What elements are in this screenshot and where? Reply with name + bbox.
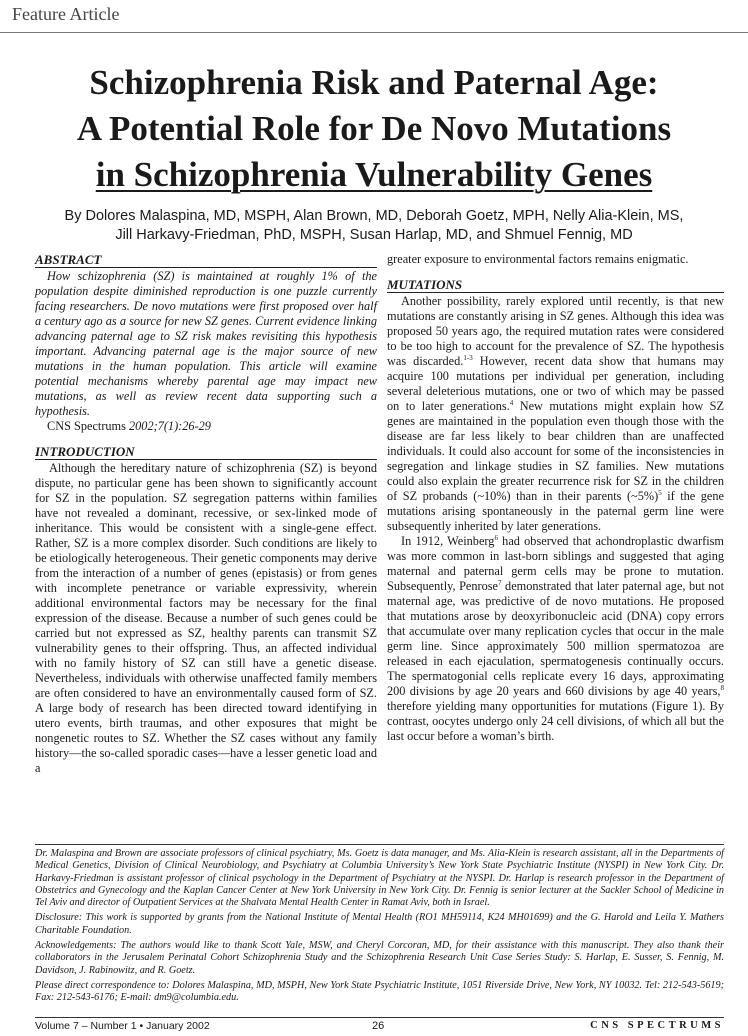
abstract-citation <box>47 419 377 434</box>
title-line-2: A Potential Role for De Novo Mutations <box>76 109 672 148</box>
reference-superscript: 7 <box>498 578 502 587</box>
title-line-1: Schizophrenia Risk and Paternal Age: <box>89 63 659 102</box>
mutations-paragraph-2: In 1912, Weinberg$^6$ had observed that achondroplastic dwarfism was more common in last-born siblings and suggested that aging maternal and paternal germ cells may be prone to mutation. Subsequently, Penrose$^7$ demonstrated that later paternal age, but not maternal age, was predictive of de novo mutations. He proposed that mutations arose by deoxyribonucleic acid (DNA) copy errors that accumulate over many replication cycles that occur in the male germ line. Since approximately 500 million spermatozoa are released in each ejaculation, spermatogenesis continually occurs. The spermatogonial cells replicate every 16 days, approximating 200 divisions by age 20 years and 660 divisions by age 40 years,$^8$ therefore yielding many opportunities for mutations (Figure 1). By contrast, oocytes undergo only 24 cell divisions, of which all but the last occur before a woman’s birth. <box>387 533 724 743</box>
reference-superscript: 4 <box>509 398 514 407</box>
issue-info: Volume 7 – Number 1 • January 2002 <box>35 1020 210 1032</box>
abstract-text: How schizophrenia (SZ) is maintained at roughly 1% of the population despite diminished reproduction is one puzzle currently facing researchers. De novo mutations were first proposed over half a century ago as a source for new SZ genes. Current evidence linking advancing paternal age to SZ risk makes revisiting this hypothesis important. Advancing paternal age is the major source of new mutations in the human population. This article will examine potential mechanisms whereby parental age may impact new mutations, as well as review recent data supporting such a hypothesis. <box>35 269 377 418</box>
mutations-paragraph-1: Another possibility, rarely explored until recently, is that new mutations are constantly arising in SZ genes. Although this idea was proposed 50 years ago, the required mutation rates were considered to be too high to account for the prevalence of SZ. The hypothesis was discarded.$^{1-3}$ However, recent data show that humans may acquire 100 mutations per individual per generation, including several deleterious mutations, one or two of which may be passed on to later generations.$^4$ New mutations might explain how SZ genes are maintained in the population even though those with the disease are far less likely to bear children than are unaffected individuals. It could also account for some of the inconsistencies in segregation and linkage studies in SZ families. New mutations could also explain the greater recurrence risk for SZ in the children of SZ probands (~10%) than in their parents (~5%)$^5$ if the gene mutations arising spontaneously in the paternal germ line were subsequently inherited by later generations. <box>387 294 724 533</box>
left-column <box>35 252 377 776</box>
footnotes <box>35 848 724 1008</box>
abstract-heading: ABSTRACT <box>35 252 377 268</box>
header-rule <box>0 32 748 33</box>
acknowledgements: Acknowledgements: The authors would like to thank Scott Yale, MSW, and Cheryl Corcoran, MD, for their assistance with this manuscript. They also thank their collaborators in the Jerusalem Perinatal Cohort Schizophrenia Study and the Schizophrenia Research Unit Case Series Study: S. Harlap, E. Susser, S. Fennig, M. Davidson, J. Rabinowitz, and R. Goetz. <box>35 940 724 976</box>
citation-journal: CNS Spectrums <box>47 419 126 433</box>
introduction-continuation: greater exposure to environmental factors remains enigmatic. <box>387 252 689 266</box>
author-line-2: Jill Harkavy-Friedman, PhD, MSPH, Susan Harlap, MD, and Shmuel Fennig, MD <box>115 227 633 243</box>
reference-superscript: 6 <box>494 533 498 542</box>
reference-superscript: 5 <box>658 488 662 497</box>
mutations-heading: MUTATIONS <box>387 277 724 293</box>
disclosure: Disclosure: This work is supported by grants from the National Institute of Mental Health (RO1 MH59114, K24 MH01699) and the G. Harold and Leila Y. Mathers Charitable Foundation. <box>35 912 724 936</box>
introduction-text: Although the hereditary nature of schizophrenia (SZ) is beyond dispute, no particular gene has been shown to significantly account for SZ in the population. SZ segregation patterns within families have not revealed a dominant, recessive, or sex-linked mode of inheritance. This would be consistent with a single-gene effect. Rather, SZ is a more complex disorder. Such conditions are likely to be etiologically heterogeneous. Their genetic components may derive from the interaction of a number of genes (epistasis) or from genes with incomplete penetrance or variable expressivity, wherein additional environmental factors may be necessary for the final expression of the disease. Because a number of such genes could be carried but not expressed as SZ, healthy parents can transmit SZ vulnerability genes to their offspring. Thus, an affected individual with no family history of SZ can still have a genetic disease. Nevertheless, individuals with otherwise unaffected family members are often considered to have an environmentally caused form of SZ. A large body of research has been directed toward identifying in utero events, birth traumas, and other exposures that might be nongenetic routes to SZ. Whether the SZ cases without any family history—the so-called sporadic cases—have a lesser genetic load and a <box>35 461 377 775</box>
citation-ref: 2002;7(1):26-29 <box>129 419 211 433</box>
reference-superscript: 1-3 <box>463 353 473 362</box>
page-number: 26 <box>372 1020 385 1032</box>
title-line-3-text: in Schizophrenia Vulnerability Genes <box>95 155 653 194</box>
author-line-1: By Dolores Malaspina, MD, MSPH, Alan Brown, MD, Deborah Goetz, MPH, Nelly Alia-Klein, MS, <box>64 208 684 224</box>
title-line-3 <box>20 152 728 198</box>
footnote-rule <box>35 844 724 845</box>
author-list <box>20 207 728 245</box>
reference-superscript: 8 <box>720 683 724 692</box>
journal-name: CNS SPECTRUMS <box>590 1020 724 1031</box>
footer-rule <box>35 1017 724 1018</box>
section-header: Feature Article <box>12 4 120 24</box>
author-affiliations: Dr. Malaspina and Brown are associate professors of clinical psychiatry, Ms. Goetz is data manager, and Ms. Alia-Klein is research assistant, all in the Departments of Medical Genetics, Division of Clinical Neurobiology, and Psychiatry at Columbia University’s New York State Psychiatric Institute (NYSPI) in New York City. Dr. Harkavy-Friedman is assistant professor of clinical psychology in the Department of Psychiatry at the NYSPI. Dr. Harlap is research professor in the Department of Obstetrics and Gynecology and the Kaplan Cancer Center at New York University in New York City. Dr. Fennig is senior lecturer at the Sackler School of Medicine in Tel Aviv and director of Outpatient Services at the Shalvata Mental Health Center in Ramat Aviv, both in Israel. <box>35 848 724 909</box>
correspondence: Please direct correspondence to: Dolores Malaspina, MD, MSPH, New York State Psychiatric Institute, 1051 Riverside Drive, New York, NY 10032. Tel: 212-543-5619; Fax: 212-543-6176; E-mail: dm9@columbia.edu. <box>35 979 724 1004</box>
article-title <box>20 60 728 198</box>
introduction-heading: INTRODUCTION <box>35 444 377 460</box>
right-column <box>387 252 724 744</box>
